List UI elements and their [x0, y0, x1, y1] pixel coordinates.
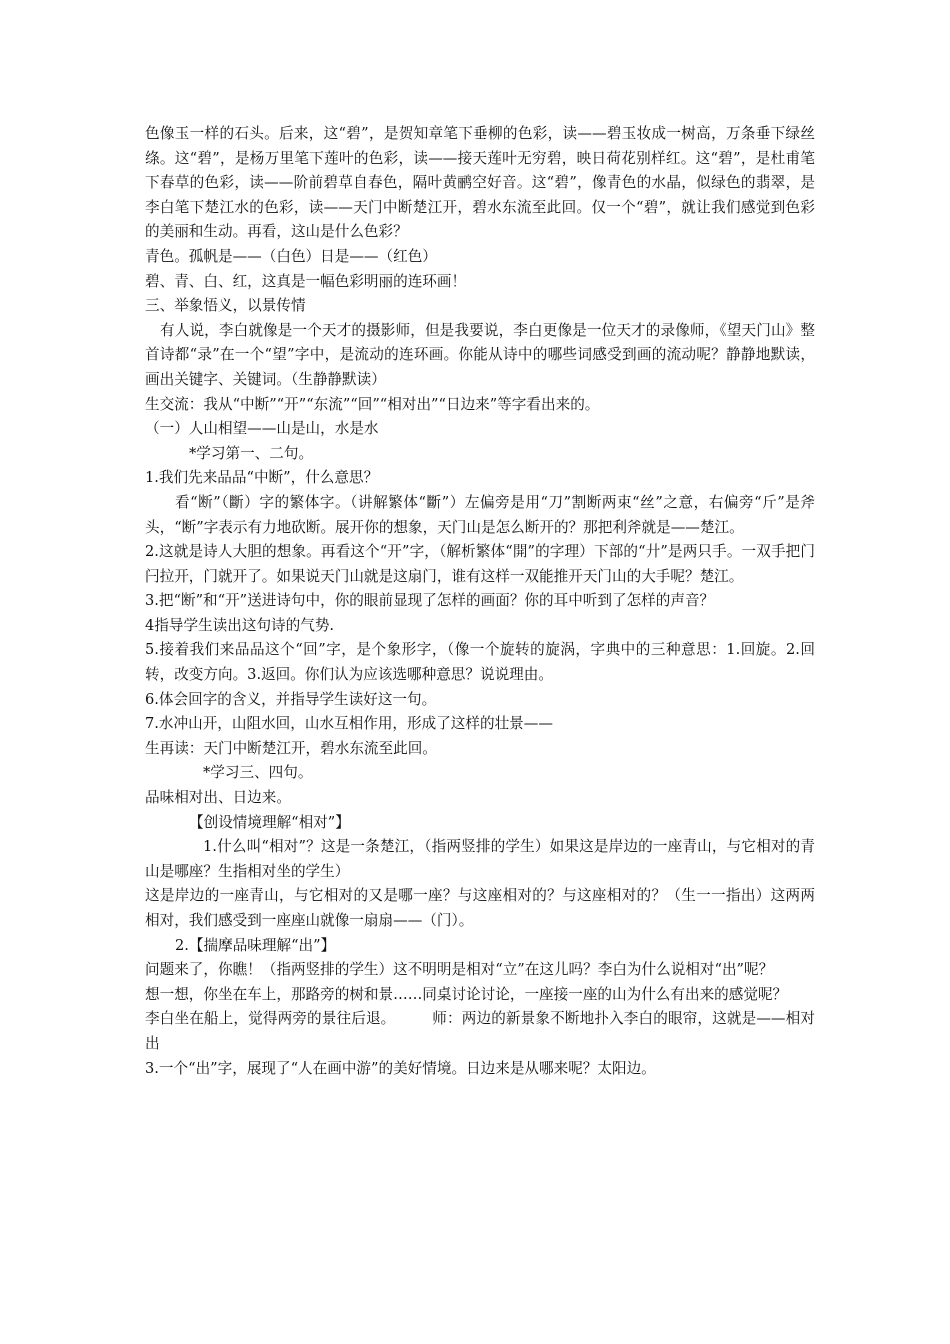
item-xiangdui-1: 1.什么叫“相对”？这是一条楚江，（指两竖排的学生）如果这是岸边的一座青山，与它相对的青山是哪座？生指相对坐的学生） [145, 838, 815, 880]
paragraph-answer-colors: 青色。孤帆是——（白色）日是——（红色） [145, 247, 437, 265]
subheading-1: （一）人山相望——山是山，水是水 [145, 420, 379, 438]
note-lines-1-2: *学习第一、二句。 [189, 444, 314, 462]
paragraph-photographer: 有人说，李白就像是一个天才的摄影师，但是我要说，李白更像是一位天才的录像师，《望天门山》整首诗都“录”在一个“望”字中，是流动的连环画。你能从诗中的哪些词感受到画的流动呢？静静地默读，画出关键字、关键词。（生静静默读） [145, 321, 815, 388]
paragraph-student-share: 生交流：我从“中断”“开”“东流”“回”“相对出”“日边来”等字看出来的。 [145, 395, 600, 413]
paragraph-mountain-doors: 这是岸边的一座青山，与它相对的又是哪一座？与这座相对的？与这座相对的？（生一一指出）这两两相对，我们感受到一座座山就像一扇扇——（门）。 [145, 887, 815, 929]
paragraph-boat: 李白坐在船上，觉得两旁的景往后退。 师：两边的新景象不断地扑入李白的眼帘，这就是——相对出 [145, 1010, 815, 1052]
paragraph-colorful-picture: 碧、青、白、红，这真是一幅色彩明丽的连环画！ [145, 272, 467, 290]
heading-create-situation: 【创设情境理解“相对”】 [189, 813, 350, 831]
item-chu-3: 3.一个“出”字，展现了“人在画中游”的美好情境。日边来是从哪来呢？太阳边。 [145, 1059, 656, 1077]
item-2: 2.这就是诗人大胆的想象。再看这个“开”字，（解析繁体“開”的字理）下部的“廾”是两只手。一双手把门闩拉开，门就开了。如果说天门山就是这扇门，谁有这样一双能推开天门山的大手呢？楚江。 [145, 543, 815, 585]
item-6: 6.体会回字的含义，并指导学生读好这一句。 [145, 690, 437, 708]
paragraph-reread: 生再读：天门中断楚江开，碧水东流至此回。 [145, 739, 437, 757]
item-4: 4指导学生读出这句诗的气势. [145, 616, 335, 634]
item-1: 1.我们先来品品“中断”，什么意思？ [145, 469, 379, 487]
item-7: 7.水冲山开，山阻水回，山水互相作用，形成了这样的壮景—— [145, 715, 553, 733]
paragraph-bi-color: 色像玉一样的石头。后来，这“碧”，是贺知章笔下垂柳的色彩，读——碧玉妆成一树高，万条垂下绿丝绦。这“碧”，是杨万里笔下莲叶的色彩，读——接天莲叶无穷碧，映日荷花别样红。这“碧”，是杜甫笔下春草的色彩，读——阶前碧草自春色，隔叶黄鹂空好音。这“碧”，像青色的水晶，似绿色的翡翠，是李白笔下楚江水的色彩，读——天门中断楚江开，碧水东流至此回。仅一个“碧”，就让我们感觉到色彩的美丽和生动。再看，这山是什么色彩？ [145, 125, 815, 241]
document-body [145, 122, 815, 1081]
item-3: 3.把“断”和“开”送进诗句中，你的眼前显现了怎样的画面？你的耳中听到了怎样的声音？ [145, 592, 715, 610]
note-lines-3-4: *学习三、四句。 [203, 764, 313, 782]
paragraph-think: 想一想，你坐在车上，那路旁的树和景……同桌讨论讨论，一座接一座的山为什么有出来的感觉呢？ [145, 985, 788, 1003]
heading-chu: 2.【揣摩品味理解“出”】 [175, 936, 336, 954]
paragraph-traditional-char: 看“断”（斷）字的繁体字。（讲解繁体“斷”）左偏旁是用“刀”割断两束“丝”之意，右偏旁“斤”是斧头，“断”字表示有力地砍断。展开你的想象，天门山是怎么断开的？那把利斧就是——楚江。 [145, 493, 815, 536]
paragraph-savor: 品味相对出、日边来。 [145, 789, 291, 807]
paragraph-question-chu: 问题来了，你瞧！（指两竖排的学生）这不明明是相对“立”在这儿吗？李白为什么说相对“出”呢？ [145, 961, 774, 979]
item-5: 5.接着我们来品品这个“回”字，是个象形字，（像一个旋转的旋涡，字典中的三种意思：1.回旋。2.回转，改变方向。3.返回。你们认为应该选哪种意思？说说理由。 [145, 641, 815, 684]
section-heading-3: 三、举象悟义，以景传情 [145, 297, 306, 315]
